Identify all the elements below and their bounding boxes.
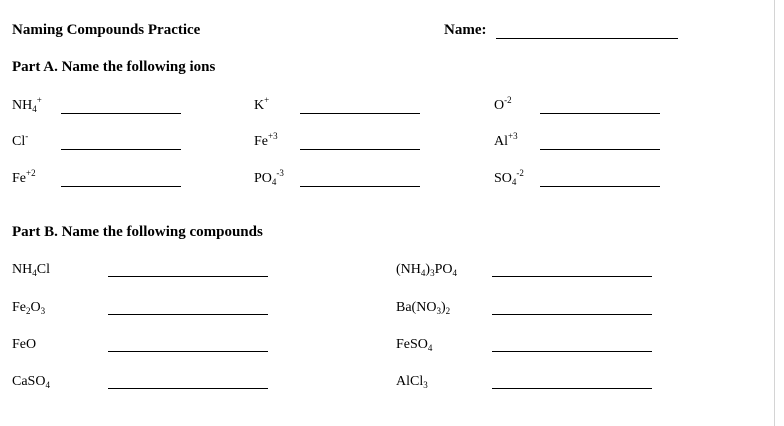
compound-feo: FeO bbox=[12, 337, 37, 352]
page-edge-divider bbox=[774, 0, 775, 426]
ion-o: $O^{-2}$ bbox=[494, 95, 512, 113]
ion-answer-line[interactable] bbox=[61, 113, 181, 114]
compound-fe2o3: $Fe_2O_3$ bbox=[12, 300, 46, 316]
ion-al: $Al^{+3}$ bbox=[494, 131, 518, 149]
name-label: Name: bbox=[444, 22, 487, 38]
compound-answer-line[interactable] bbox=[108, 314, 268, 315]
worksheet-title: Naming Compounds Practice bbox=[12, 22, 201, 38]
ion-answer-line[interactable] bbox=[300, 149, 420, 150]
compound-ba-no3-2: $Ba(NO_3)_2$ bbox=[396, 300, 451, 316]
ion-cl: Cl- bbox=[12, 131, 29, 149]
ion-po4: $PO_4^{-3}$ bbox=[254, 168, 284, 187]
ion-k: K+ bbox=[254, 95, 270, 113]
ion-answer-line[interactable] bbox=[300, 113, 420, 114]
ion-fe2: $Fe^{+2}$ bbox=[12, 168, 36, 186]
ion-answer-line[interactable] bbox=[61, 149, 181, 150]
compound-answer-line[interactable] bbox=[492, 388, 652, 389]
part-b-heading: Part B. Name the following compounds bbox=[12, 224, 263, 240]
compound-nh4cl: $NH_4Cl$ bbox=[12, 262, 50, 278]
compound-answer-line[interactable] bbox=[492, 314, 652, 315]
compound-answer-line[interactable] bbox=[108, 388, 268, 389]
ion-answer-line[interactable] bbox=[61, 186, 181, 187]
compound-answer-line[interactable] bbox=[492, 276, 652, 277]
ion-nh4: $NH_4^+$ bbox=[12, 95, 42, 114]
ion-answer-line[interactable] bbox=[300, 186, 420, 187]
compound-answer-line[interactable] bbox=[108, 276, 268, 277]
compound-feso4: FeSO$_4$ bbox=[396, 337, 433, 353]
ion-answer-line[interactable] bbox=[540, 149, 660, 150]
compound-answer-line[interactable] bbox=[492, 351, 652, 352]
ion-answer-line[interactable] bbox=[540, 113, 660, 114]
ion-answer-line[interactable] bbox=[540, 186, 660, 187]
ion-fe3: $Fe^{+3}$ bbox=[254, 131, 278, 149]
compound-nh4-3po4: $(NH_4)_3PO_4$ bbox=[396, 262, 457, 278]
ion-so4: $SO_4^{-2}$ bbox=[494, 168, 524, 187]
compound-answer-line[interactable] bbox=[108, 351, 268, 352]
name-answer-line[interactable] bbox=[496, 38, 678, 39]
compound-alcl3: AlCl$_3$ bbox=[396, 374, 428, 390]
part-a-heading: Part A. Name the following ions bbox=[12, 59, 216, 75]
compound-caso4: CaSO$_4$ bbox=[12, 374, 50, 390]
